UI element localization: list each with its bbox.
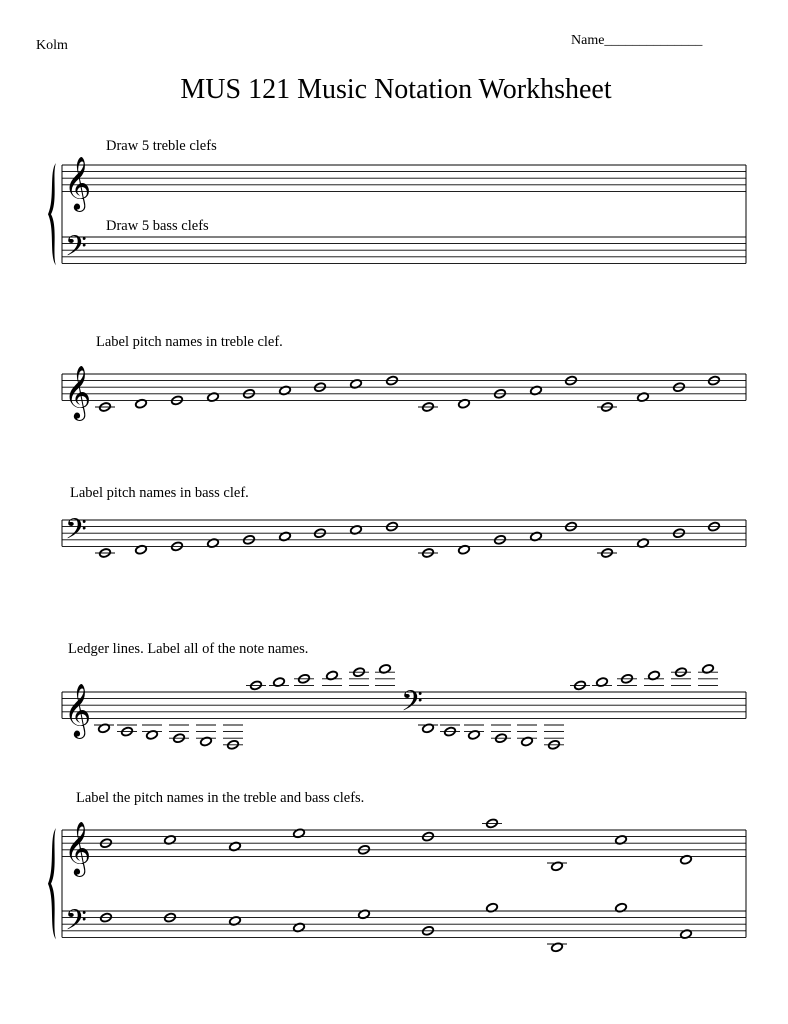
whole-note (491, 725, 511, 743)
whole-note (169, 725, 189, 743)
whole-note (698, 664, 718, 686)
whole-note (671, 667, 691, 685)
bass-clef-icon: 𝄢 (401, 684, 423, 725)
whole-note (246, 680, 266, 690)
whole-note (142, 725, 162, 740)
treble-clef-icon: 𝄞 (64, 155, 92, 210)
whole-note (223, 725, 243, 750)
bass-clef-icon: 𝄢 (65, 512, 87, 553)
whole-note (95, 548, 115, 558)
treble-staff (62, 374, 746, 400)
bass-clef-icon: 𝄢 (65, 229, 87, 270)
grand-staff-brace-icon (48, 163, 56, 265)
whole-note (597, 548, 617, 558)
whole-note (517, 725, 537, 747)
bass-clef-icon: 𝄢 (65, 903, 87, 944)
whole-note (94, 723, 114, 733)
bass-staff (62, 237, 746, 263)
instruction-draw-bass: Draw 5 bass clefs (106, 218, 209, 234)
whole-note (547, 942, 567, 952)
whole-note (570, 680, 590, 690)
instruction-draw-treble: Draw 5 treble clefs (106, 138, 217, 154)
whole-note (418, 402, 438, 412)
whole-note (440, 725, 460, 737)
whole-note (547, 861, 567, 871)
whole-note (464, 725, 484, 740)
whole-note (592, 677, 612, 687)
grand-staff-brace-icon (48, 828, 56, 939)
whole-note (482, 818, 502, 828)
whole-note (196, 725, 216, 747)
bass-staff (62, 911, 746, 937)
worksheet-title: MUS 121 Music Notation Workhsheet (180, 74, 612, 105)
whole-note (95, 402, 115, 412)
treble-clef-icon: 𝄞 (64, 364, 92, 419)
treble-clef-icon: 𝄞 (64, 682, 92, 737)
whole-note (544, 725, 564, 750)
whole-note (418, 723, 438, 733)
instruction-treble-pitch: Label pitch names in treble clef. (96, 334, 283, 350)
whole-note (294, 674, 314, 686)
whole-note (322, 670, 342, 685)
bass-staff (62, 520, 746, 546)
treble-staff (62, 165, 746, 191)
treble-clef-icon: 𝄞 (64, 820, 92, 875)
whole-note (375, 664, 395, 686)
whole-note (617, 674, 637, 686)
whole-note (269, 677, 289, 687)
student-name-field[interactable]: Name______________ (571, 33, 703, 48)
treble-staff (62, 830, 746, 856)
whole-note (418, 548, 438, 558)
whole-note (597, 402, 617, 412)
instruction-ledger-lines: Ledger lines. Label all of the note names. (68, 641, 309, 657)
instruction-bass-pitch: Label pitch names in bass clef. (70, 485, 249, 501)
whole-note (349, 667, 369, 685)
whole-note (117, 725, 137, 737)
instruction-grand-staff: Label the pitch names in the treble and bass clefs. (76, 790, 365, 806)
whole-note (644, 670, 664, 685)
author-name: Kolm (36, 38, 68, 53)
